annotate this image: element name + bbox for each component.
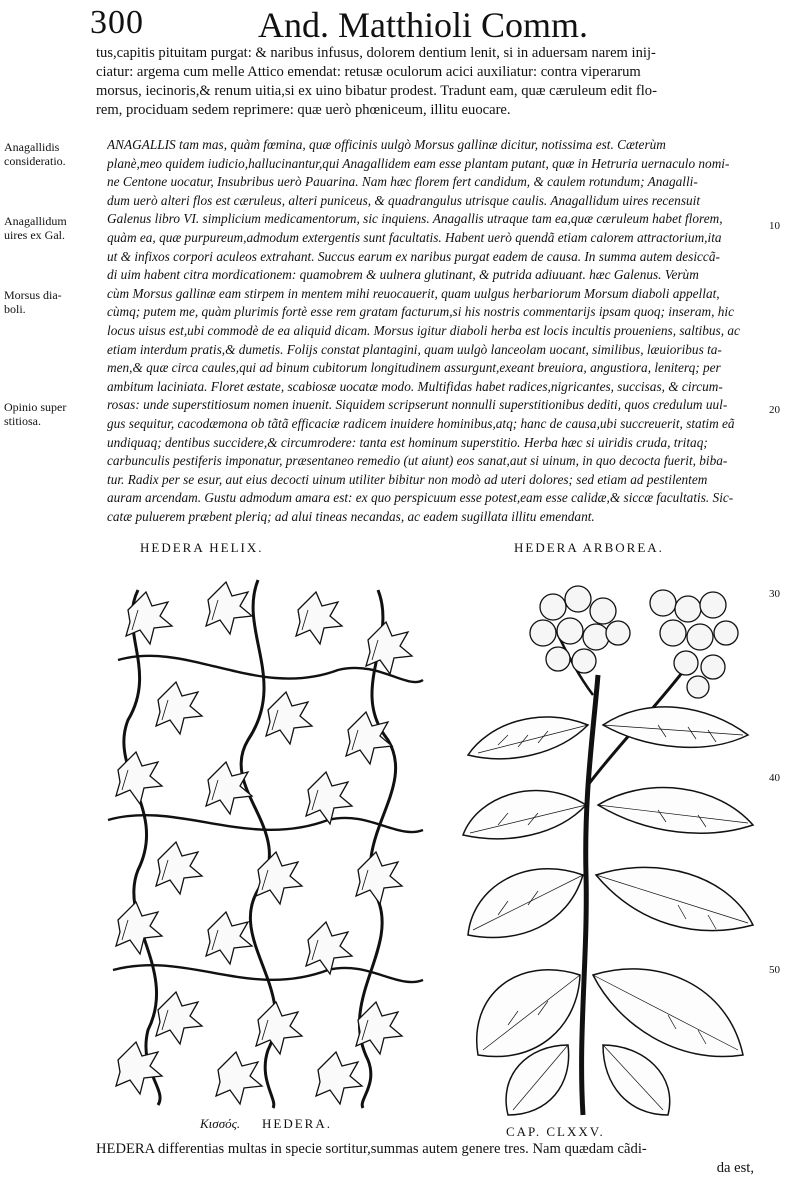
margin-note-line: uires ex Gal. — [4, 228, 65, 242]
intro-line: morsus, iecinoris,& renum uitia,si ex uino bibatur prodest. Tradunt eam, quæ cæruleum edit flo- — [96, 83, 657, 99]
line-number: 20 — [769, 404, 780, 416]
body-line: Galenus libro VI. simplicium medicamentorum, sic inquiens. Anagallis utraque tam ea,quæ cæruleum habet florem, — [107, 211, 723, 227]
intro-line: tus,capitis pituitam purgat: & naribus infusus, dolorem dentium lenit, si in aduersam narem inij- — [96, 45, 656, 61]
body-line: carbunculis pestiferis imponatur, præsentaneo remedio (ut aiunt) eos sanat,aut si uinum, in quo decocta fuerit, biba- — [107, 453, 728, 469]
margin-note-anagallidis — [4, 140, 92, 168]
page-number: 300 — [90, 4, 144, 41]
body-line: tur. Radix per se esur, aut eius decocti uinum utiliter bibitur non modò ad uteri dolores; sed etiam ad pestilentem — [107, 471, 708, 487]
hedera-helix-woodcut — [98, 570, 428, 1110]
body-line: quàm ea, quæ purpureum,admodum extergentis sunt facultatis. Habent uerò quendã etiam calorem attractorium,ita — [107, 229, 722, 245]
margin-note-line: Anagallidis — [4, 140, 60, 154]
body-line: di uim habent citra mordicationem: quamobrem & uulnera glutinant, & putrida adiuuant. hæc Galenus. Verùm — [107, 267, 699, 283]
margin-note-line: Anagallidum — [4, 214, 67, 228]
body-line: men,& quæ circa caules,qui ad binum cubitorum longitudinem assurgunt,exeant breuiora, angustiora, leniterq; per — [107, 360, 721, 376]
hedera-paragraph — [96, 1140, 766, 1178]
figure-caption-hedera-helix: HEDERA HELIX. — [140, 540, 264, 555]
body-line: undiquaq; dentibus succidere,& circumrodere: tanta est hominum superstitio. Herba hæc si uiridis cruda, tritaq; — [107, 434, 708, 450]
body-line: etiam interdum pratis,& dumetis. Folijs constat plantagini, quam uulgò lanceolam uocant, similibus, læuioribus ta- — [107, 341, 722, 357]
margin-note-line: consideratio. — [4, 154, 66, 168]
margin-note-line: Opinio super — [4, 400, 67, 414]
body-line: cùm Morsus gallinæ eam stirpem in mentem mihi reuocauerit, quam uulgus herbariorum Morsum diaboli appellat, — [107, 285, 720, 301]
body-line: catæ puluerem præbent pleriq; ad alui tineas necandas, ac eadem sugillata illitu emendant. — [107, 508, 595, 524]
figure-caption-hedera-arborea: HEDERA ARBOREA. — [514, 540, 664, 555]
intro-line: rem, prociduam sedem reprimere: quæ uerò phœniceum, illitu euocare. — [96, 102, 511, 118]
chapter-heading: CAP. CLXXV. — [506, 1124, 605, 1139]
margin-note-morsus — [4, 288, 92, 316]
margin-note-line: stitiosa. — [4, 414, 42, 428]
body-line: gus sequitur, cacodæmona ob tãtã efficaciæ radicem inuidere hominibus,atq; hanc de causa,ubi succreuerit, statim eã — [107, 415, 735, 431]
bottom-line: da est, — [716, 1160, 754, 1176]
running-head: And. Matthioli Comm. — [258, 5, 589, 45]
line-number: 40 — [769, 772, 780, 784]
intro-paragraph — [96, 44, 764, 120]
line-number: 30 — [769, 588, 780, 600]
figure-caption-hedera: HEDERA. — [262, 1116, 332, 1131]
margin-note-line: Morsus dia- — [4, 288, 62, 302]
margin-note-line: boli. — [4, 302, 26, 316]
line-number: 10 — [769, 220, 780, 232]
body-paragraph — [107, 136, 767, 526]
margin-note-uires — [4, 214, 92, 242]
body-line: ne Centone uocatur, Insubribus uerò Pauarina. Nam hæc florem fert candidum, & caulem rotundum; Anagalli- — [107, 174, 698, 190]
body-line: rosas: unde superstitiosum nomen inuenit. Siquidem scripserunt nonnulli superstitionibus dediti, quos credulum uul- — [107, 397, 728, 413]
body-line: planè,meo quidem iudicio,hallucinantur,qui Anagallidem eam esse plantam putant, quæ in Hetruria uernaculo nomi- — [107, 155, 730, 171]
body-line: cùmq; putem me, quàm plurimis fortè esse rem gratam facturum,si his nostris commentarijs ipsam quoq; inseram, hic — [107, 304, 735, 320]
body-line: ambitum laciniata. Floret æstate, scabiosæ uocatæ modo. Multifidas habet radices,nigricantes, succisas, & circum- — [107, 378, 723, 394]
body-line: locus uisus est,ubi commodè de ea aliquid dicam. Morsus igitur diaboli herba est locis incultis proueniens, saltibus, ac — [107, 322, 740, 338]
figure-caption-greek: Κισσός. — [200, 1116, 241, 1131]
body-line: dum uerò alteri flos est cæruleus, alteri puniceus, & quadrangulus utrisque caulis. Anagallidum uires recensuit — [107, 192, 701, 208]
page-header — [90, 4, 710, 46]
margin-note-opinio — [4, 400, 92, 428]
intro-line: ciatur: argema cum melle Attico emendat: retusæ oculorum acici auxiliatur: contra viperarum — [96, 64, 641, 80]
body-line: ut & infixos corpori aculeos extrahant. Succus earum ex naribus purgat eadem de causa. In summa autem desiccã- — [107, 248, 720, 264]
bottom-line: HEDERA differentias multas in specie sortitur,summas autem genere tres. Nam quædam cãdi- — [96, 1141, 647, 1157]
body-line: auram arcendam. Gustu admodum amara est: ex quo perspicuum esse potest,eam esse calidæ,& siccæ facultatis. Sic- — [107, 490, 734, 506]
hedera-arborea-woodcut — [458, 575, 758, 1120]
line-number: 50 — [769, 964, 780, 976]
body-line: ANAGALLIS tam mas, quàm fœmina, quæ officinis uulgò Morsus gallinæ dicitur, notissima est. Cæterùm — [107, 137, 666, 152]
